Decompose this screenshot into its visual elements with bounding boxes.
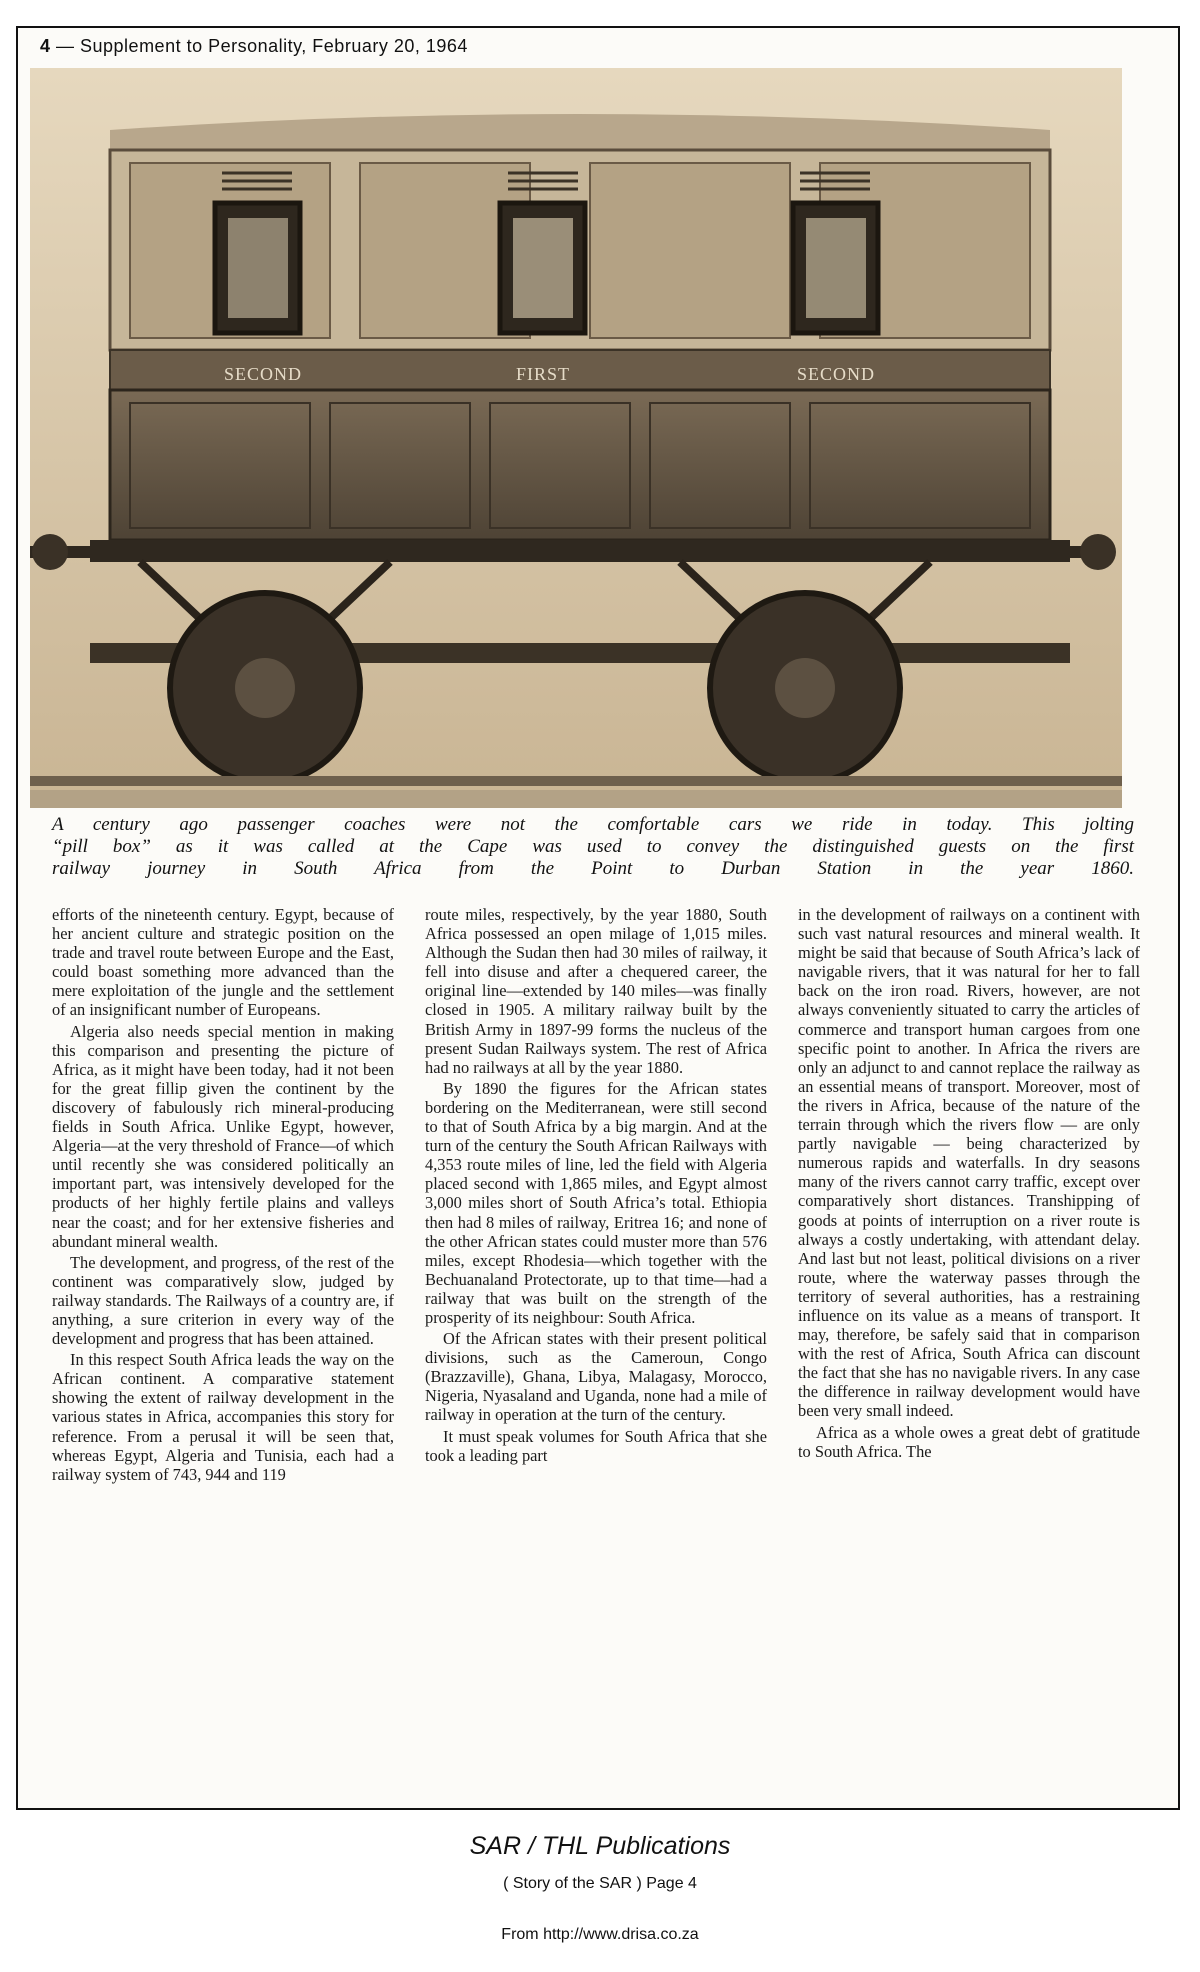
article-column-2 bbox=[425, 905, 767, 1775]
footer-page-ref: ( Story of the SAR ) Page 4 bbox=[503, 1875, 697, 1892]
footer-source: From http://www.drisa.co.za bbox=[501, 1926, 699, 1943]
article-column-3 bbox=[798, 905, 1140, 1775]
photo-caption bbox=[52, 814, 1134, 880]
header-text: — Supplement to Personality, February 20, 1964 bbox=[50, 36, 468, 56]
article-column-1 bbox=[52, 905, 394, 1775]
page-number: 4 bbox=[40, 36, 51, 56]
panel-label-second-left: SECOND bbox=[223, 364, 303, 384]
caption-line: “pill box” as it was called at the Cape was used to convey the distinguished guests on the first bbox=[52, 836, 1134, 857]
coach-illustration bbox=[30, 68, 1122, 808]
paragraph: Africa as a whole owes a great debt of gratitude to South Africa. The bbox=[798, 1422, 1140, 1461]
panel-label-first: FIRST bbox=[515, 364, 571, 384]
paragraph: In this respect South Africa leads the way on the African continent. A comparative statement showing the extent of railway development in the various states in Africa, accompanies this story for reference. From a perusal it will be seen that, whereas Egypt, Algeria and Tunisia, each had a railway system of 743, 944 and 119 bbox=[52, 1350, 394, 1484]
paragraph: By 1890 the figures for the African states bordering on the Mediterranean, were still second to that of South Africa by a big margin. And at the turn of the century the South African Railways with 4,353 route miles of line, led the field with Algeria placed second with 1,865 miles, and Egypt almost 3,000 miles short of South Africa’s total. Ethiopia then had 8 miles of railway, Eritrea 16; and none of the other African states could muster more than 576 miles, except Rhodesia—which together with the Bechuanaland Protectorate, up to that time—had a railway that was built on the strength of the prosperity of its neighbour: South Africa. bbox=[425, 1078, 767, 1327]
article-columns bbox=[52, 905, 1140, 1775]
caption-line: A century ago passenger coaches were not the comfortable cars we ride in today. This jolting bbox=[52, 814, 1134, 835]
paragraph: in the development of railways on a continent with such vast natural resources and mineral wealth. It might be said that because of South Africa’s lack of navigable rivers, that it was natural for her to fall back on the iron road. Rivers, however, are not always conveniently situated to carry the articles of commerce and transport human cargoes from one specific point to another. In Africa the rivers are only an adjunct to and cannot replace the railway as an essential means of transport. Moreover, most of the rivers in Africa, because of the nature of the terrain through which the rivers flow — are only partly navigable — being characterized by numerous rapids and waterfalls. In dry seasons many of the rivers cannot carry traffic, except over comparatively short distances. Transhipping of goods at points of interruption on a river route is always a costly undertaking, with attendant delay. And last but not least, political divisions on a river route, where the waterway passes through the territory of several authorities, has a restraining influence on its value as a means of transport. It may, therefore, be safely said that in comparison with the rest of Africa, South Africa can discount the fact that she has no navigable rivers. In any case the difference in railway development would have been very small indeed. bbox=[798, 905, 1140, 1421]
paragraph: It must speak volumes for South Africa that she took a leading part bbox=[425, 1426, 767, 1465]
caption-line: railway journey in South Africa from the Point to Durban Station in the year 1860. bbox=[52, 858, 1134, 879]
footer-publisher: SAR / THL Publications bbox=[469, 1832, 731, 1860]
paragraph: route miles, respectively, by the year 1880, South Africa possessed an open milage of 1,015 miles. Although the Sudan then had 30 miles of railway, it fell into disuse and after a chequered career, the original line—extended by 140 miles—was finally closed in 1905. A military railway built by the British Army in 1897-99 forms the nucleus of the present Sudan Railways system. The rest of Africa had no railways at all by the year 1880. bbox=[425, 905, 767, 1077]
paragraph: efforts of the nineteenth century. Egypt, because of her ancient culture and strategic position on the trade and travel route between Europe and the East, could boast something more advanced than the mere exploitation of the jungle and the settlement of an insignificant number of Europeans. bbox=[52, 905, 394, 1020]
paragraph: The development, and progress, of the rest of the continent was comparatively slow, judged by railway standards. The Railways of a country are, if anything, a sure criterion in every way of the development and progress that has been attained. bbox=[52, 1252, 394, 1349]
railway-coach-photo bbox=[30, 68, 1122, 808]
page-header bbox=[40, 36, 468, 57]
panel-label-second-right: SECOND bbox=[796, 364, 876, 384]
paragraph: Of the African states with their present political divisions, such as the Cameroun, Congo (Brazzaville), Ghana, Libya, Malagasy, Morocco, Nigeria, Nyasaland and Uganda, none had a mile of railway in operation at the turn of the century. bbox=[425, 1329, 767, 1425]
paragraph: Algeria also needs special mention in making this comparison and presenting the picture of Africa, as it might have been today, had it not been for the great fillip given the continent by the discovery of fabulously rich mineral-producing fields in South Africa. Unlike Egypt, however, Algeria—at the very threshold of France—of which until recently she was considered politically an important part, was intensively developed for the products of her highly fertile plains and valleys near the coast; and for her extensive fisheries and abundant mineral wealth. bbox=[52, 1021, 394, 1251]
